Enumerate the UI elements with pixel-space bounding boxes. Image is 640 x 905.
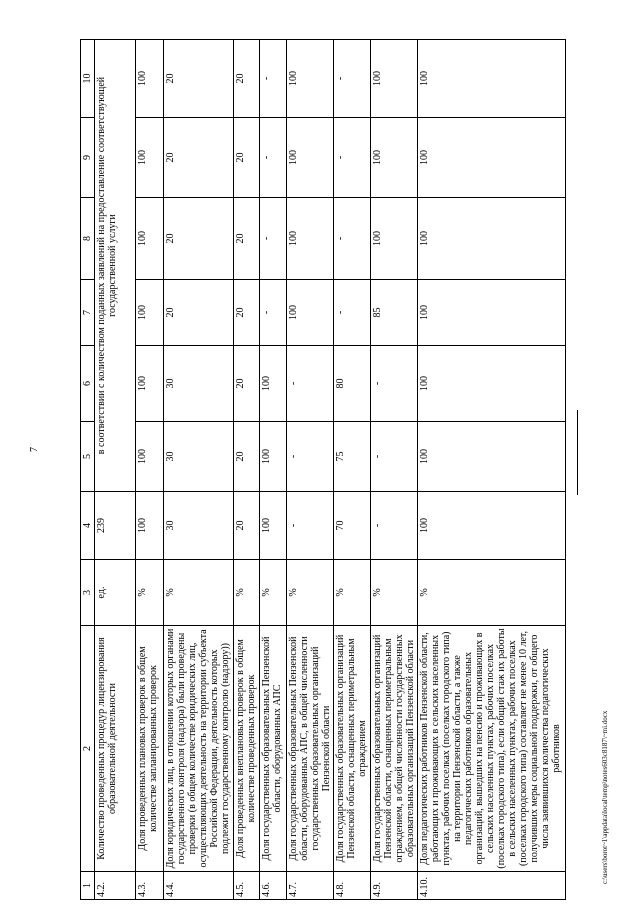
row-value: 20 xyxy=(233,280,259,346)
header-cell: 2 xyxy=(81,626,95,872)
row-number: 4.8. xyxy=(334,872,370,900)
table-row xyxy=(95,40,136,900)
header-cell: 7 xyxy=(81,280,95,346)
indicators-table xyxy=(80,39,566,900)
row-value: 100 xyxy=(418,346,566,422)
table-row xyxy=(135,40,163,900)
row-value: 100 xyxy=(135,422,163,492)
table-row xyxy=(370,40,418,900)
row-unit: % xyxy=(164,560,234,626)
row-value: 75 xyxy=(334,422,370,492)
row-value: 85 xyxy=(370,280,418,346)
row-value: 100 xyxy=(135,118,163,198)
row-value: 100 xyxy=(370,198,418,280)
row-description: Доля педагогических работников Пензенской области, работающих и проживающих в сельских населенных пунктах, рабочих поселках (поселках городского типа) на территории Пензенской области, а также педагогических работников образовательных организаций, вышедших на пенсию и проживающих в сельских населенных пунктах, рабочих поселках (поселках городского типа), если общий стаж их работы в сельских населенных пунктах, рабочих поселках (поселках городского типа) составляет не менее 10 лет, получивших меры социальной поддержки, от общего числа заявившихся количества педагогических работников xyxy=(418,626,566,872)
row-value: - xyxy=(260,198,286,280)
header-cell: 10 xyxy=(81,40,95,118)
row-value: 30 xyxy=(164,422,234,492)
row-value: 100 xyxy=(286,118,334,198)
row-value: 20 xyxy=(233,40,259,118)
footer-file-path: c:\users\borot~1\appdata\local\temp\notes603c8187\~mi.docx xyxy=(601,710,609,884)
row-value: 20 xyxy=(164,280,234,346)
row-value: 100 xyxy=(135,40,163,118)
row-value: 100 xyxy=(135,198,163,280)
row-value: - xyxy=(334,118,370,198)
row-number: 4.4. xyxy=(164,872,234,900)
row-value: 100 xyxy=(418,422,566,492)
row-value: 100 xyxy=(418,40,566,118)
row-value: 20 xyxy=(233,492,259,560)
row-value: - xyxy=(370,422,418,492)
table-row xyxy=(286,40,334,900)
row-unit: % xyxy=(370,560,418,626)
row-value: 80 xyxy=(334,346,370,422)
page-number: 7 xyxy=(29,447,40,452)
row-value: - xyxy=(286,346,334,422)
row-value: 20 xyxy=(164,40,234,118)
row-unit: % xyxy=(260,560,286,626)
row-unit: ед. xyxy=(95,560,136,626)
header-cell: 3 xyxy=(81,560,95,626)
row-description: Доля проведенных плановых проверок в общем количестве запланированных проверок xyxy=(135,626,163,872)
row-value: 100 xyxy=(418,280,566,346)
row-value: - xyxy=(334,40,370,118)
row-value: 100 xyxy=(286,198,334,280)
row-value: 20 xyxy=(233,422,259,492)
row-unit: % xyxy=(334,560,370,626)
header-cell: 1 xyxy=(81,872,95,900)
row-value: 239 xyxy=(95,492,136,560)
row-description: Доля государственных образовательных организаций Пензенской области, оснащенных периметральным ограждением xyxy=(334,626,370,872)
row-description: Доля государственных образовательных Пензенской области, оборудованных АПС, в общей численности государственных образовательных организаций Пензенской области xyxy=(286,626,334,872)
rotated-table-container xyxy=(80,40,566,900)
header-cell: 5 xyxy=(81,422,95,492)
row-number: 4.10. xyxy=(418,872,566,900)
row-value: - xyxy=(334,198,370,280)
row-value: 30 xyxy=(164,492,234,560)
row-value: 100 xyxy=(260,346,286,422)
header-cell: 9 xyxy=(81,118,95,198)
row-value: 100 xyxy=(135,492,163,560)
table-row xyxy=(260,40,286,900)
table-row xyxy=(164,40,234,900)
row-unit: % xyxy=(135,560,163,626)
row-value: - xyxy=(260,118,286,198)
row-value: - xyxy=(286,492,334,560)
row-number: 4.3. xyxy=(135,872,163,900)
row-value: 100 xyxy=(418,492,566,560)
row-value: 100 xyxy=(286,40,334,118)
row-value: 100 xyxy=(135,280,163,346)
header-cell: 4 xyxy=(81,492,95,560)
row-description: Доля государственных образовательных Пензенской области, оборудованных АПС xyxy=(260,626,286,872)
row-value: 20 xyxy=(233,118,259,198)
row-number: 4.2. xyxy=(95,872,136,900)
row-value: - xyxy=(370,492,418,560)
row-value: 100 xyxy=(135,346,163,422)
table-row xyxy=(233,40,259,900)
row-value: 20 xyxy=(233,198,259,280)
header-cell: 8 xyxy=(81,198,95,280)
row-description: Доля юридических лиц, в отношении которых органами государственного контроля (надзора) были проведены проверки (в общем количестве юридических лиц, осуществляющих деятельность на территории субъекта Российской Федерации, деятельность которых подлежит государственному контролю (надзору)) xyxy=(164,626,234,872)
row-value: 100 xyxy=(260,422,286,492)
row-merged-note: в соответствии с количеством поданных заявлений на предоставление соответствующей государственной услуги xyxy=(95,40,136,492)
header-row xyxy=(81,40,95,900)
table-row xyxy=(418,40,566,900)
row-value: 30 xyxy=(164,346,234,422)
row-value: 100 xyxy=(286,280,334,346)
row-number: 4.9. xyxy=(370,872,418,900)
row-value: 20 xyxy=(164,118,234,198)
footnote-separator xyxy=(577,410,578,495)
row-value: 100 xyxy=(370,40,418,118)
row-value: - xyxy=(370,346,418,422)
row-number: 4.5. xyxy=(233,872,259,900)
row-value: 20 xyxy=(164,198,234,280)
row-description: Доля проведенных внеплановых проверок в общем количестве проведенных проверок xyxy=(233,626,259,872)
row-description: Доля государственных образовательных организаций Пензенской области, оснащенных периметральным ограждением, в общей численности государственных образовательных организаций Пензенской области xyxy=(370,626,418,872)
row-value: - xyxy=(286,422,334,492)
row-value: - xyxy=(260,40,286,118)
row-unit: % xyxy=(286,560,334,626)
table-row xyxy=(334,40,370,900)
row-value: - xyxy=(260,280,286,346)
row-value: 100 xyxy=(260,492,286,560)
row-value: 100 xyxy=(418,118,566,198)
row-number: 4.7. xyxy=(286,872,334,900)
header-cell: 6 xyxy=(81,346,95,422)
row-value: 20 xyxy=(233,346,259,422)
row-description: Количество проведенных процедур лицензирования образовательной деятельности xyxy=(95,626,136,872)
row-value: 100 xyxy=(370,118,418,198)
row-value: 100 xyxy=(418,198,566,280)
row-value: - xyxy=(334,280,370,346)
row-value: 70 xyxy=(334,492,370,560)
row-number: 4.6. xyxy=(260,872,286,900)
row-unit: % xyxy=(418,560,566,626)
row-unit: % xyxy=(233,560,259,626)
